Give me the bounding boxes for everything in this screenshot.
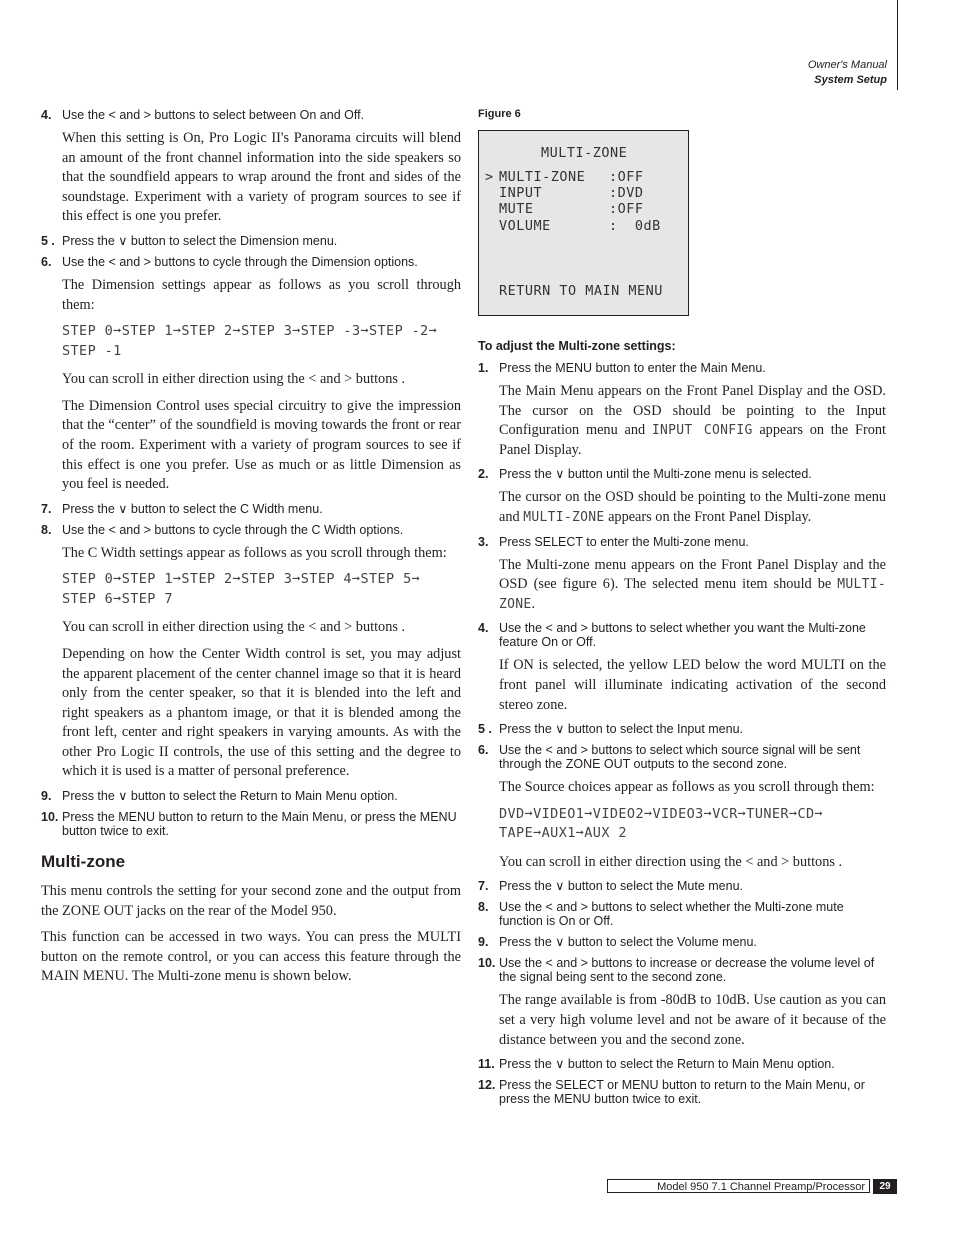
step-text: Press the MENU button to return to the Main Menu, or press the MENU button twice to exit. — [62, 810, 457, 839]
adjust-heading: To adjust the Multi-zone settings: — [478, 339, 676, 353]
step-r12 — [478, 1078, 886, 1106]
step-r11 — [478, 1057, 886, 1071]
step-number: 3. — [478, 534, 489, 549]
osd-row-label: MULTI-ZONE — [499, 169, 586, 185]
step-number: 12. — [478, 1078, 496, 1093]
step-number: 7. — [41, 501, 52, 516]
step-number: 10. — [478, 956, 496, 971]
step-r5 — [478, 722, 886, 736]
main-menu-paragraph — [499, 382, 886, 460]
osd-row-value: :OFF — [609, 201, 644, 217]
step-number: 5 . — [478, 722, 492, 737]
step-text: Use the < and > buttons to cycle through the C Width options. — [62, 522, 404, 537]
osd-row-value: :DVD — [609, 185, 644, 201]
text: appears on the Front Panel Display. — [499, 422, 886, 458]
cwidth-scroll-note: You can scroll in either direction using the < and > buttons . — [62, 619, 406, 636]
step-number: 11. — [478, 1057, 495, 1072]
section-title: System Setup — [814, 74, 887, 86]
step-text: Press the ∨ button to select the Return to Main Menu option. — [62, 789, 398, 804]
step-r8 — [478, 900, 886, 928]
osd-row-label: VOLUME — [499, 218, 551, 234]
dimension-sequence: STEP 0➞STEP 1➞STEP 2➞STEP 3➞STEP -3➞STEP -2➞ STEP -1 — [62, 323, 438, 359]
step-number: 6. — [478, 743, 489, 758]
step-number: 4. — [41, 108, 52, 122]
step-9 — [41, 789, 461, 803]
header-rule — [897, 0, 898, 90]
step-r2 — [478, 467, 886, 481]
step-text: Use the < and > buttons to cycle through the Dimension options. — [62, 254, 418, 269]
footer-model-name: Model 950 7.1 Channel Preamp/Processor — [607, 1179, 870, 1193]
step-10 — [41, 810, 461, 838]
text: appears on the Front Panel Display. — [604, 508, 812, 525]
step-6 — [41, 255, 461, 269]
text: The cursor on the OSD should be pointing to the Multi-zone menu and — [499, 489, 886, 525]
figure-label: Figure 6 — [478, 108, 521, 120]
step-number: 10. — [41, 810, 59, 825]
source-sequence: DVD➞VIDEO1➞VIDEO2➞VIDEO3➞VCR➞TUNER➞CD➞ TAPE➞AUX1➞AUX 2 — [499, 805, 824, 842]
text: The Multi-zone menu appears on the Front Panel Display and the OSD (see figure 6). The selected menu item should be — [499, 556, 886, 593]
step-text: Press the ∨ button to select the Dimension menu. — [62, 233, 338, 248]
step-number: 9. — [478, 935, 489, 950]
osd-row — [499, 201, 644, 217]
step-text: Press the ∨ button to select the Input menu. — [499, 722, 744, 737]
step-number: 1. — [478, 361, 489, 375]
text: . — [531, 595, 536, 612]
step-text: Press the ∨ button to select the Return to Main Menu option. — [499, 1057, 835, 1072]
display-code: MULTI-ZONE — [499, 577, 886, 612]
dimension-scroll-note: You can scroll in either direction using the < and > buttons . — [62, 371, 406, 388]
manual-title: Owner's Manual — [807, 59, 887, 71]
step-r9 — [478, 935, 886, 949]
step-number: 9. — [41, 789, 52, 804]
osd-row-label: INPUT — [499, 185, 543, 201]
page-number: 29 — [873, 1179, 897, 1194]
cwidth-sequence: STEP 0➞STEP 1➞STEP 2➞STEP 3➞STEP 4➞STEP 5➞ STEP 6➞STEP 7 — [62, 571, 421, 607]
osd-row-value: : 0dB — [609, 218, 661, 234]
step-number: 2. — [478, 467, 489, 482]
step-number: 4. — [478, 621, 489, 636]
multizone-heading: Multi-zone — [41, 852, 126, 872]
step-r7 — [478, 879, 886, 893]
step-r3 — [478, 535, 886, 549]
step-text: Press the ∨ button to select the Volume menu. — [499, 935, 757, 950]
dimension-intro: The Dimension settings appear as follows as you scroll through them: — [62, 276, 461, 313]
dimension-description: The Dimension Control uses special circuitry to give the impression that the “center” of the soundfield is moving towards the front or rear of the room. Experiment with a variety of program sources to see if this effect is one you prefer. Use as much or as little Dimension as you feel is needed. — [62, 397, 461, 493]
source-intro: The Source choices appear as follows as you scroll through them: — [499, 779, 875, 796]
step-r4 — [478, 621, 886, 649]
source-scroll-note: You can scroll in either direction using the < and > buttons . — [499, 853, 843, 870]
osd-row — [499, 185, 644, 201]
step-text: Press the ∨ button to select the Mute menu. — [499, 879, 744, 894]
osd-return-option: RETURN TO MAIN MENU — [499, 283, 663, 299]
multizone-menu-paragraph — [499, 556, 886, 615]
step-number: 8. — [478, 900, 489, 915]
step-text: Press SELECT to enter the Multi-zone menu. — [499, 534, 749, 549]
step-text: Use the < and > buttons to select between On and Off. — [62, 108, 365, 122]
step-text: Press the SELECT or MENU button to return to the Main Menu, or press the MENU button twice to exit. — [499, 1078, 865, 1107]
step-7 — [41, 502, 461, 516]
step-text: Use the < and > buttons to increase or decrease the volume level of the signal being sent to the second zone. — [499, 956, 875, 985]
multizone-paragraph-2: This function can be accessed in two ways. You can press the MULTI button on the remote control, or you can access this feature through the MAIN MENU. The Multi-zone menu is shown below. — [41, 929, 461, 985]
cwidth-intro: The C Width settings appear as follows as you scroll through them: — [62, 544, 447, 561]
panorama-paragraph: When this setting is On, Pro Logic II's Panorama circuits will blend an amount of the front channel information into the side speakers so that the soundfield appears to wrap around the front and sides of the soundstage. Experiment with a variety of program sources to see if this effect is one you prefer. — [62, 130, 461, 225]
step-r10 — [478, 956, 886, 984]
step-text: Press the MENU button to enter the Main Menu. — [499, 361, 766, 375]
display-code: INPUT CONFIG — [651, 423, 753, 439]
step-r1 — [478, 361, 886, 375]
step-number: 6. — [41, 254, 52, 269]
osd-row — [499, 169, 644, 185]
step-text: Use the < and > buttons to select whether the Multi-zone mute function is On or Off. — [499, 900, 844, 929]
step-number: 7. — [478, 879, 489, 894]
step-text: Press the ∨ button to select the C Width menu. — [62, 501, 323, 516]
step-number: 8. — [41, 522, 52, 537]
osd-cursor: > — [485, 169, 494, 185]
volume-range-paragraph: The range available is from -80dB to 10dB. Use caution as you can set a very high volume level and not be aware of it because of the distance between you and the second zone. — [499, 992, 886, 1048]
step-8 — [41, 523, 461, 537]
display-code: MULTI-ZONE — [523, 509, 605, 525]
left-column — [41, 108, 461, 994]
step-5 — [41, 234, 461, 248]
osd-title: MULTI-ZONE — [541, 145, 628, 161]
step-number: 5 . — [41, 233, 55, 248]
step-text: Use the < and > buttons to select which source signal will be sent through the ZONE OUT outputs to the second zone. — [499, 743, 861, 772]
step-r6 — [478, 743, 886, 771]
osd-row-value: :OFF — [609, 169, 644, 185]
osd-row — [499, 218, 661, 234]
step-text: Press the ∨ button until the Multi-zone menu is selected. — [499, 467, 812, 482]
cwidth-description: Depending on how the Center Width control is set, you may adjust the apparent placement of the center channel image so that it is heard only from the center speaker, so that it is blended into the left and right speakers as a phantom image, or that it is blended among the front left, center and right speakers in varying amounts. As with the other Pro Logic II controls, the use of this setting and the degree to which it is used is a matter of personal preference. — [62, 645, 461, 780]
multizone-paragraph-1: This menu controls the setting for your second zone and the output from the ZONE OUT jacks on the rear of the Model 950. — [41, 883, 461, 919]
osd-row-label: MUTE — [499, 201, 534, 217]
right-column — [478, 108, 886, 1113]
osd-multizone-menu — [478, 130, 689, 316]
led-paragraph: If ON is selected, the yellow LED below the word MULTI on the front panel will illuminate indicating activation of the second stereo zone. — [499, 657, 886, 713]
page-footer — [607, 1179, 897, 1194]
step-text: Use the < and > buttons to select whether you want the Multi-zone feature On or Off. — [499, 621, 866, 650]
cursor-paragraph — [499, 488, 886, 527]
running-header — [808, 58, 887, 88]
step-4 — [41, 108, 461, 122]
text: The Main Menu appears on the Front Panel Display and the OSD. The cursor on the OSD should be pointing to the Input Configuration menu and — [499, 383, 886, 439]
